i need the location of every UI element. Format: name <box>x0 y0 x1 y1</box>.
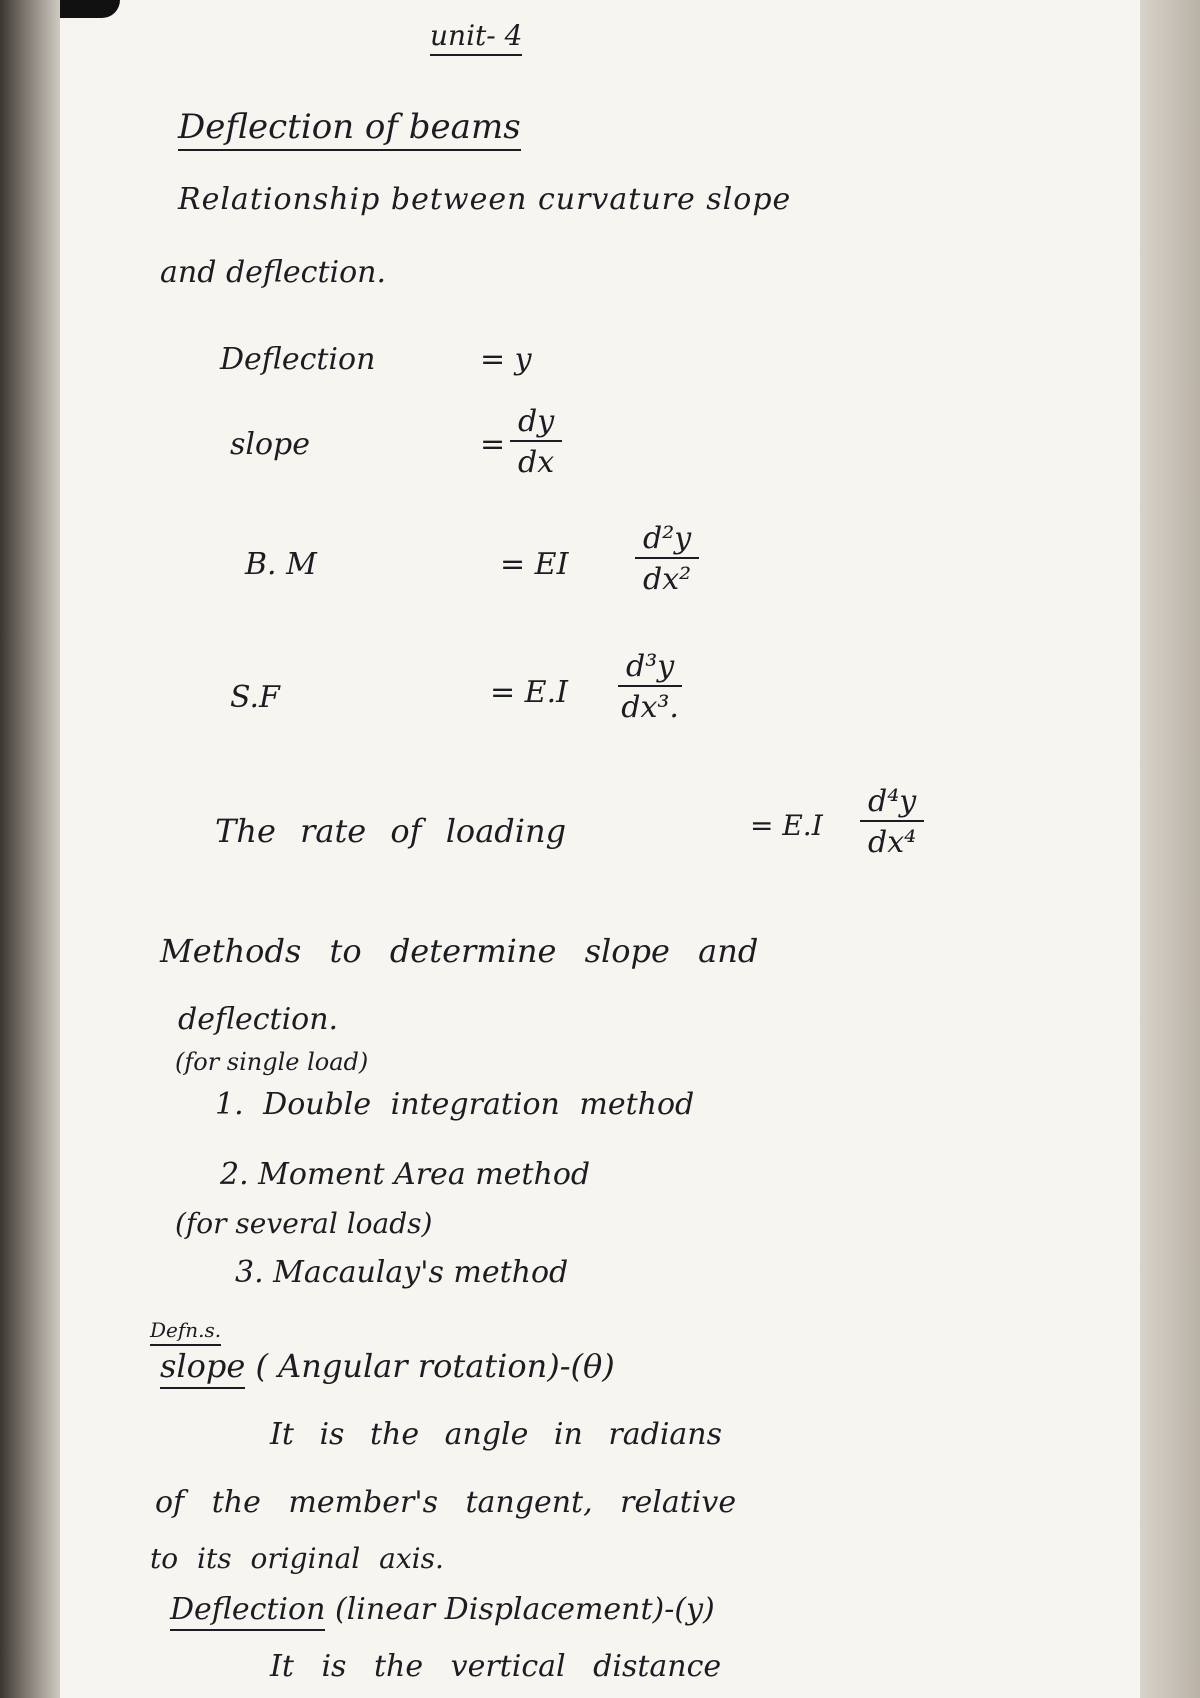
formula-bm-num: d²y <box>635 522 699 559</box>
formula-slope-den: dx <box>518 445 555 480</box>
formula-deflection-eq: = y <box>480 342 532 377</box>
methods-item-1: 1. Double integration method <box>215 1087 695 1122</box>
formula-bm-fraction <box>635 522 699 596</box>
subtitle-line-2: and deflection. <box>160 255 387 290</box>
formula-sf-label: S.F <box>230 680 280 715</box>
formula-slope-num: dy <box>510 405 562 442</box>
defns-label: Defn.s. <box>150 1320 221 1340</box>
defn-deflection-heading <box>170 1592 715 1627</box>
methods-heading-line-2: deflection. <box>178 1002 339 1037</box>
formula-slope-fraction <box>510 405 562 479</box>
formula-bm-label: B. M <box>245 547 317 582</box>
page-title: Deflection of beams <box>178 110 521 144</box>
unit-heading: unit- 4 <box>430 22 522 50</box>
defn-slope-line-3: to its original axis. <box>150 1542 444 1575</box>
methods-note-single: (for single load) <box>175 1048 369 1076</box>
formula-slope-prefix: = <box>480 427 506 462</box>
defn-slope-line-2: of the member's tangent, relative <box>155 1485 737 1520</box>
defn-slope-desc: ( Angular rotation)-(θ) <box>255 1347 615 1385</box>
notebook-edge-right <box>1140 0 1200 1698</box>
formula-rate-fraction <box>860 785 924 859</box>
formula-sf-prefix: = E.I <box>490 675 568 710</box>
page-corner-shadow <box>60 0 120 18</box>
formula-bm-den: dx² <box>643 562 692 597</box>
subtitle-line-1: Relationship between curvature slope <box>178 182 792 217</box>
formula-rate-den: dx⁴ <box>868 825 917 860</box>
formula-slope-label: slope <box>230 427 311 462</box>
defn-deflection-desc: (linear Displacement)-(y) <box>334 1592 715 1627</box>
methods-item-2: 2. Moment Area method <box>220 1157 591 1192</box>
notebook-page <box>60 0 1140 1698</box>
formula-sf-fraction <box>618 650 682 724</box>
notebook-edge-left <box>0 0 60 1698</box>
formula-deflection-label: Deflection <box>220 342 376 377</box>
formula-sf-num: d³y <box>618 650 682 687</box>
formula-sf-den: dx³. <box>621 690 679 725</box>
formula-bm-prefix: = EI <box>500 547 569 582</box>
defn-slope-line-1: It is the angle in radians <box>270 1417 723 1452</box>
defn-slope-term: slope <box>160 1347 245 1389</box>
formula-rate-prefix: = E.I <box>750 809 823 842</box>
defn-slope-heading <box>160 1347 615 1385</box>
formula-rate-label: The rate of loading <box>215 812 567 850</box>
defn-deflection-line-1: It is the vertical distance <box>270 1649 722 1684</box>
formula-rate-num: d⁴y <box>860 785 924 822</box>
methods-note-several: (for several loads) <box>175 1207 433 1240</box>
methods-heading-line-1: Methods to determine slope and <box>160 932 759 970</box>
methods-item-3: 3. Macaulay's method <box>235 1255 569 1290</box>
defn-deflection-term: Deflection <box>170 1592 325 1631</box>
